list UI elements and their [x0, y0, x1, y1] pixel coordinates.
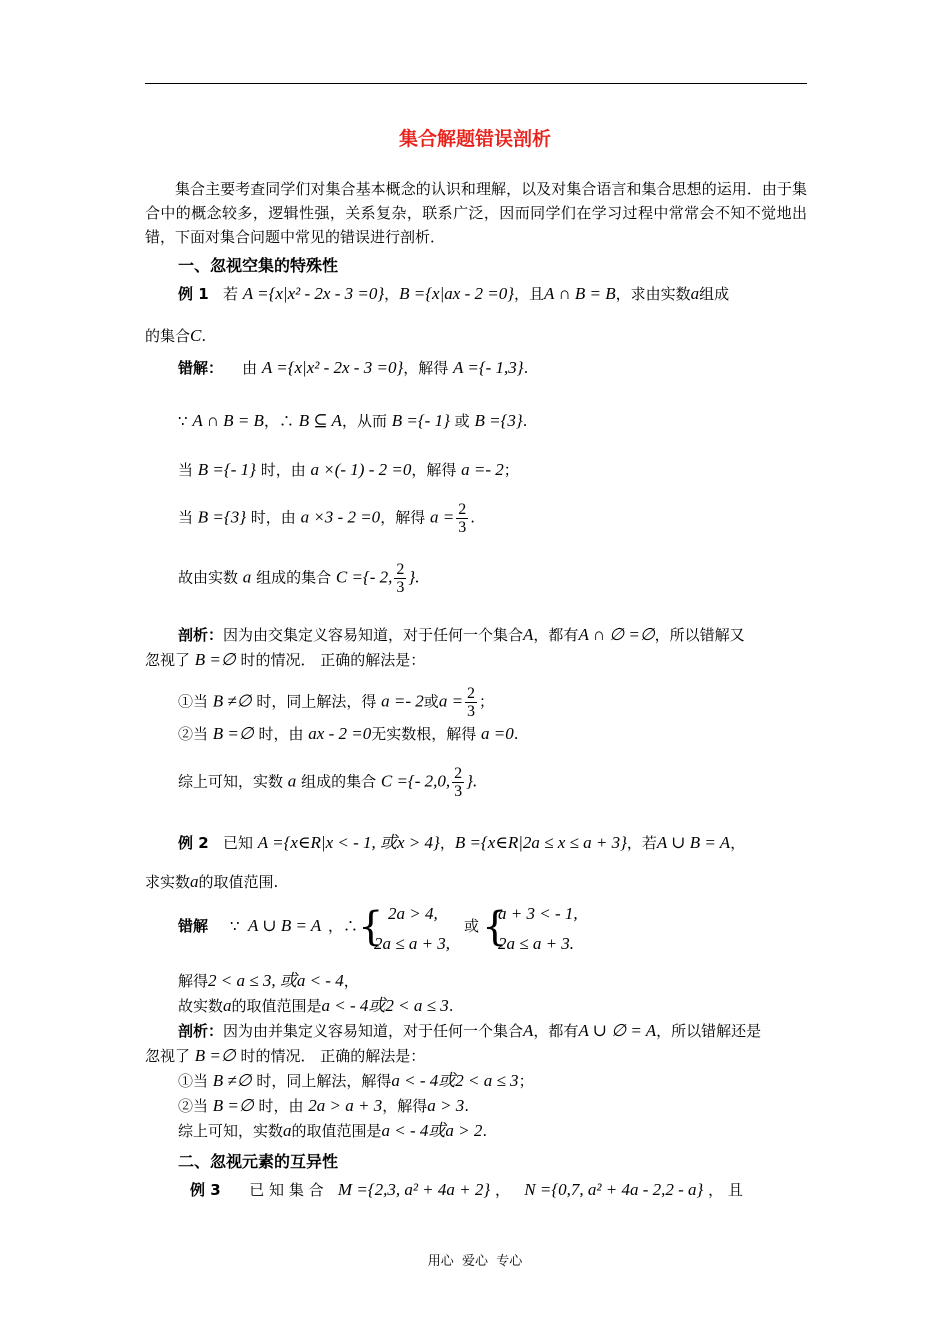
example-3-label: 例 3: [190, 1181, 221, 1199]
formula: a: [283, 1121, 292, 1140]
formula: B =∅: [212, 724, 254, 743]
numerator: 2: [467, 685, 476, 702]
text: 无实数根，解得: [371, 725, 477, 743]
formula: B ≠∅: [212, 1071, 252, 1090]
formula: a < - 4或2 < a ≤ 3: [391, 1071, 519, 1090]
text: 若: [222, 285, 238, 303]
text: 时，由: [250, 508, 296, 527]
formula: B ={3}: [197, 507, 246, 527]
formula: ax - 2 =0: [308, 724, 372, 743]
text: .: [470, 508, 475, 527]
formula: a < - 4或a > 2: [381, 1121, 483, 1140]
text: .: [464, 1097, 470, 1115]
text: 解得: [178, 972, 209, 990]
formula: a =: [438, 691, 464, 711]
text: 组成: [699, 285, 730, 303]
text: 因为由交集定义容易知道，对于任何一个集合: [223, 626, 524, 644]
text: ，解得: [380, 508, 426, 527]
text: ，: [494, 1181, 510, 1199]
text: ①当: [178, 1072, 209, 1090]
text: ， 且: [708, 1181, 743, 1199]
text: .: [513, 725, 519, 743]
formula: C ={- 2,: [335, 567, 393, 587]
system-row: 2a > 4,: [388, 904, 438, 923]
example-1-label: 例 1: [178, 285, 209, 303]
formula: a: [287, 771, 297, 791]
formula: B ≠∅: [212, 691, 252, 711]
example-1-line1: [178, 284, 729, 304]
text: ，所以错解还是: [656, 1022, 762, 1040]
section-heading-1: 一、忽视空集的特殊性: [178, 256, 339, 275]
formula: a < - 4或2 < a ≤ 3: [321, 996, 449, 1015]
numerator: 2: [458, 501, 467, 518]
formula: a: [223, 996, 232, 1015]
formula: N ={0,7, a² + 4a - 2,2 - a}: [524, 1180, 704, 1199]
analysis-label: 剖析：: [178, 626, 224, 644]
formula: a ×3 - 2 =0: [300, 507, 381, 527]
text: ②当: [178, 725, 209, 743]
text: .: [448, 997, 454, 1015]
set-a-definition: A ={x|x² - 2x - 3 =0}: [242, 284, 385, 303]
formula: a =- 2: [461, 460, 504, 479]
text: ，求由实数: [615, 285, 691, 303]
text: ，∴: [328, 917, 359, 935]
analysis-2-line2: [145, 1046, 425, 1066]
text: 忽视了: [145, 651, 191, 669]
formula: A ∪ ∅ = A: [578, 1021, 657, 1040]
text: 综上可知，实数: [178, 1122, 284, 1140]
text: 故由实数: [178, 568, 239, 587]
text: 组成的集合: [256, 568, 332, 587]
text: ，: [343, 972, 359, 990]
denominator: 3: [458, 519, 467, 536]
system-row: 2a ≤ a + 3.: [498, 934, 575, 953]
text: 时的情况． 正确的解法是：: [240, 1047, 426, 1065]
formula: a: [242, 567, 252, 587]
formula: M ={2,3, a² + 4a + 2}: [337, 1180, 491, 1199]
numerator: 2: [396, 561, 405, 578]
text: 时，由: [258, 1097, 304, 1115]
example-3-line1: [190, 1180, 743, 1200]
formula: }.: [466, 771, 478, 791]
left-brace: {: [358, 904, 384, 950]
text: ，解得: [411, 461, 457, 479]
text: 的取值范围是: [231, 997, 322, 1015]
denominator: 3: [454, 783, 463, 800]
formula: B =∅: [212, 1096, 254, 1115]
text: 已知: [222, 834, 253, 852]
analysis-1-summary: [178, 765, 477, 800]
formula: A ={- 1,3}: [453, 358, 524, 377]
formula: A ∩ ∅ =∅: [578, 625, 655, 644]
numerator: 2: [454, 765, 463, 782]
text: 时，由: [260, 461, 306, 479]
text: 忽视了: [145, 1047, 191, 1065]
wrong-solution-1-line3: [178, 460, 519, 480]
formula: B ={- 1}: [197, 460, 256, 479]
wrong-solution-1-line1: [178, 358, 528, 378]
denominator: 3: [467, 703, 476, 720]
analysis-1-line1: [178, 625, 745, 645]
text: 时，同上解法，得: [256, 692, 377, 711]
page-title: 集合解题错误剖析: [398, 128, 551, 150]
text: 求实数: [145, 873, 191, 891]
text: ，从而: [341, 412, 387, 430]
formula: A ={x|x² - 2x - 3 =0}: [261, 358, 404, 377]
because-symbol: ∵: [230, 917, 240, 935]
text: 或: [464, 917, 480, 935]
text: 当: [178, 461, 194, 479]
denominator: 3: [396, 579, 405, 596]
formula: A: [523, 1021, 534, 1040]
intro-paragraph: 集合主要考查同学们对集合基本概念的认识和理解，以及对集合语言和集合思想的运用．由于集合中的概念较多，逻辑性强，关系复杂，联系广泛，因而同学们在学习过程中常常会不知不觉地出错，下面对集合问题中常见的错误进行剖析．: [145, 180, 807, 246]
text: 的取值范围是: [291, 1122, 382, 1140]
formula: a =- 2: [381, 691, 424, 711]
analysis-2-case1: [178, 1071, 534, 1091]
example-1-line2: [145, 326, 206, 346]
formula: A ∪ B = A: [248, 916, 322, 935]
text: .: [201, 327, 207, 345]
text: 或: [423, 692, 439, 711]
analysis-label: 剖析：: [178, 1022, 224, 1040]
text: 综上可知，实数: [178, 772, 284, 791]
text: ，解得: [403, 359, 449, 377]
text: ，都有: [533, 626, 579, 644]
formula: B ={3}: [474, 411, 523, 430]
analysis-2-summary: [178, 1121, 487, 1141]
header-rule: [145, 83, 807, 84]
analysis-1-line2: [145, 650, 425, 670]
system-row: a + 3 < - 1,: [498, 904, 578, 923]
formula: B =∅: [194, 650, 236, 669]
text: .: [523, 359, 529, 377]
text: .: [522, 412, 528, 430]
text: 的取值范围.: [198, 873, 279, 891]
example-2-line2: [145, 872, 278, 892]
because-symbol: ∵: [178, 412, 188, 430]
text: ，所以错解又: [654, 626, 745, 644]
text: ，: [730, 834, 746, 852]
formula: a =: [429, 507, 455, 527]
text: 已 知 集 合: [249, 1181, 324, 1199]
analysis-1-case1: [178, 685, 494, 720]
example-2-label: 例 2: [178, 834, 209, 852]
text: .: [482, 1122, 488, 1140]
text: ①当: [178, 692, 209, 711]
fraction: [465, 685, 477, 720]
text: ，∴: [263, 412, 294, 430]
fraction: [452, 765, 464, 800]
wrong-solution-2-result2: [178, 996, 454, 1016]
page-footer: 用心 爱心 专心: [427, 1254, 523, 1269]
text: ；: [503, 461, 519, 479]
text: 由: [242, 359, 258, 377]
text: 或: [454, 412, 470, 430]
section-heading-2: 二、忽视元素的互异性: [178, 1152, 339, 1171]
formula: a > 3: [427, 1096, 465, 1115]
example-2-line1: [178, 833, 745, 853]
system-row: 2a ≤ a + 3,: [374, 934, 451, 953]
left-brace: {: [482, 904, 508, 950]
formula: A ∩ B = B: [192, 411, 264, 430]
analysis-2-line1: [178, 1021, 761, 1041]
formula: }.: [408, 567, 420, 587]
formula: a: [190, 872, 199, 891]
text: ；: [479, 692, 495, 711]
text: ，且: [514, 285, 545, 303]
analysis-1-case2: [178, 724, 519, 744]
text: 的集合: [145, 327, 191, 345]
text: 故实数: [178, 997, 224, 1015]
text: 组成的集合: [301, 772, 377, 791]
wrong-solution-label: 错解: [178, 917, 209, 935]
condition: A ∩ B = B: [544, 284, 616, 303]
formula: 2a > a + 3: [308, 1096, 383, 1115]
formula: A ={x∈R|x < - 1, 或x > 4}: [257, 833, 440, 852]
formula: a =0: [481, 724, 514, 743]
text: ，若: [626, 834, 657, 852]
formula: A ∪ B = A: [656, 833, 731, 852]
formula: B ={- 1}: [391, 411, 450, 430]
formula: B =∅: [194, 1046, 236, 1065]
fraction: [456, 501, 468, 536]
wrong-solution-label: 错解：: [178, 359, 224, 377]
formula: 2 < a ≤ 3, 或a < - 4: [208, 971, 344, 990]
text: 因为由并集定义容易知道，对于任何一个集合: [223, 1022, 524, 1040]
formula: A: [523, 625, 534, 644]
formula: a ×(- 1) - 2 =0: [310, 460, 412, 479]
text: ，都有: [533, 1022, 579, 1040]
variable-a: a: [690, 284, 700, 303]
formula: B ⊆ A: [298, 411, 342, 430]
wrong-solution-1-line4: [178, 501, 475, 536]
text: ，: [384, 285, 400, 303]
analysis-2-case2: [178, 1096, 469, 1116]
text: 当: [178, 508, 194, 527]
formula: C ={- 2,0,: [380, 771, 451, 791]
text: 时，由: [258, 725, 304, 743]
wrong-solution-1-line5: [178, 561, 419, 596]
text: 时的情况． 正确的解法是：: [240, 651, 426, 669]
text: ；: [518, 1072, 534, 1090]
text: ，: [439, 834, 455, 852]
wrong-solution-1-line2: [178, 411, 527, 431]
text: 时，同上解法，解得: [256, 1072, 392, 1090]
formula: B ={x∈R|2a ≤ x ≤ a + 3}: [454, 833, 627, 852]
set-c: C: [190, 326, 202, 345]
text: ，解得: [382, 1097, 428, 1115]
fraction: [394, 561, 406, 596]
text: ②当: [178, 1097, 209, 1115]
set-b-definition: B ={x|ax - 2 =0}: [399, 284, 515, 303]
wrong-solution-2-result1: [178, 971, 359, 991]
